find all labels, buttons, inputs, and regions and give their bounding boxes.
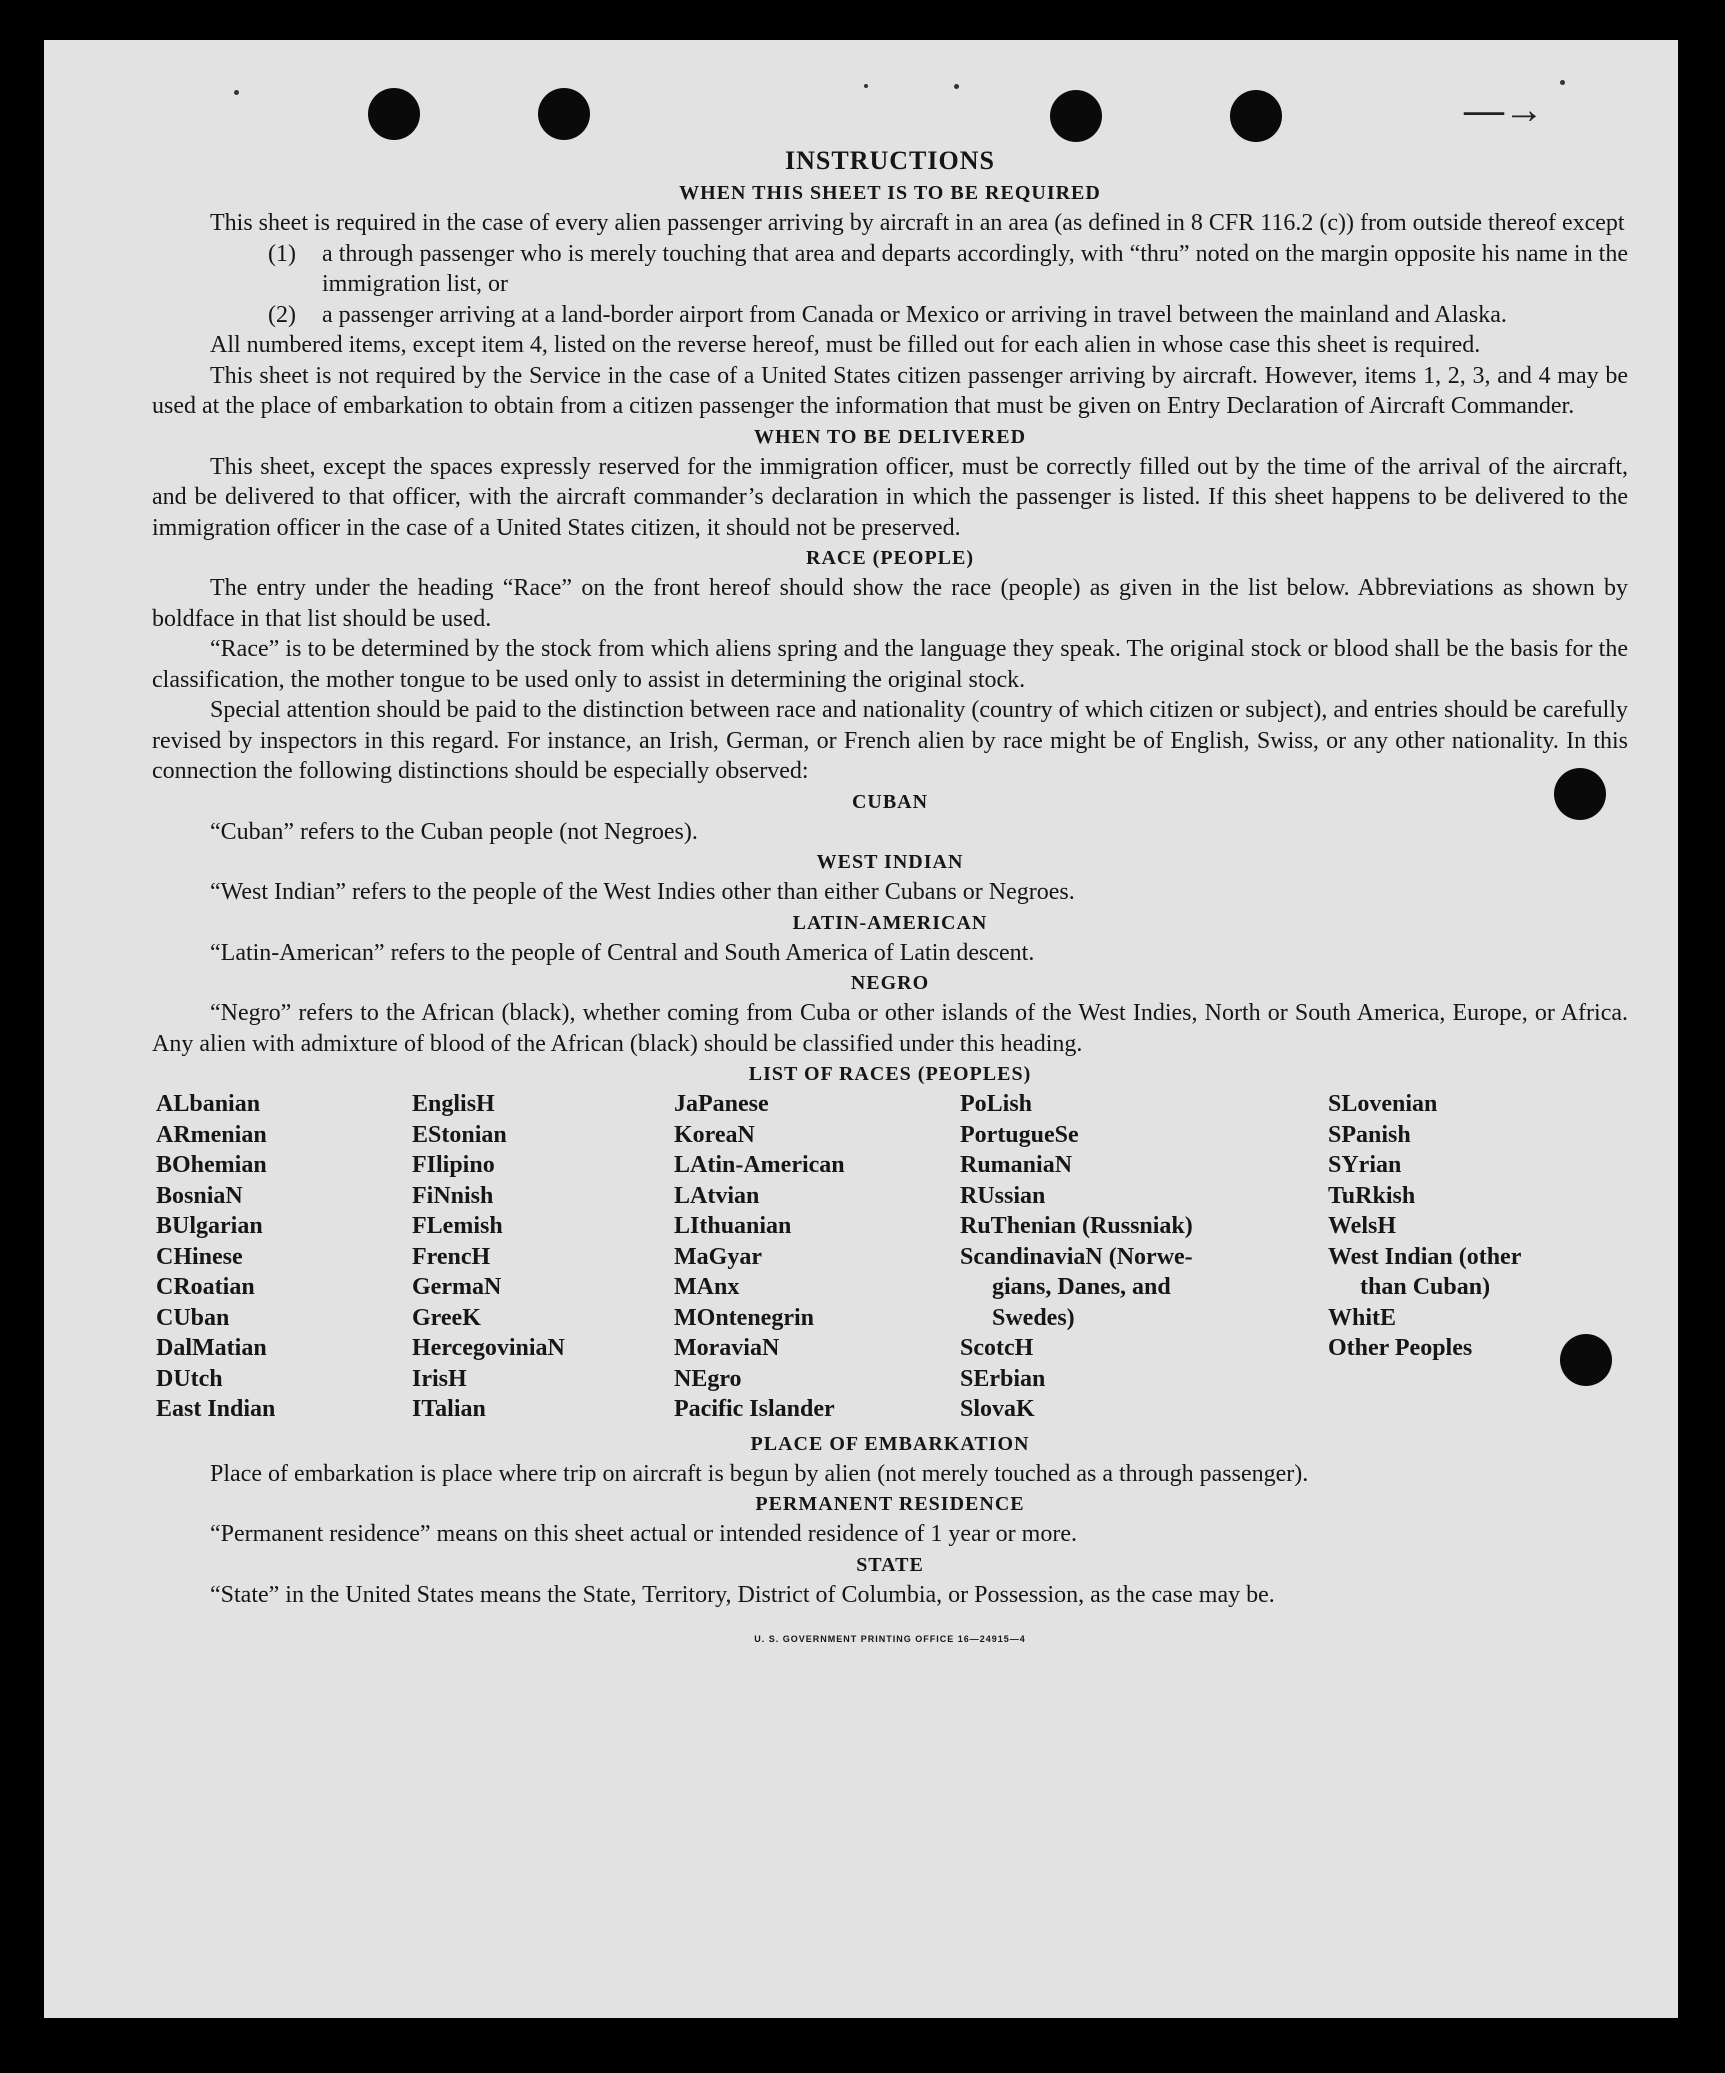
race-entry: PortugueSe xyxy=(960,1121,1079,1148)
race-entry: RUssian xyxy=(960,1182,1046,1209)
item-text: a through passenger who is merely touching that area and departs accordingly, with “thru” noted on the margin opposite his name in the immigration list, or xyxy=(322,240,1628,297)
race-entry: WelsH xyxy=(1328,1213,1397,1239)
race-entry: MOntenegrin xyxy=(674,1304,814,1331)
handwritten-mark: —→ xyxy=(1464,87,1544,132)
speck xyxy=(864,84,868,88)
race-entry: NEgro xyxy=(674,1365,742,1392)
race-entry: LIthuanian xyxy=(674,1213,792,1239)
paragraph: Special attention should be paid to the distinction between race and nationality (country of which citizen or subject), and entries should be carefully revised by inspectors in this regard. For instance, an Irish, German, or French alien by race might be of English, Swiss, or any other nationality. In this connection the following distinctions should be especially observed: xyxy=(152,697,1628,784)
race-entry: HercegoviniaN xyxy=(412,1335,565,1361)
race-column xyxy=(412,1089,674,1425)
item-text: a passenger arriving at a land-border airport from Canada or Mexico or arriving in travel between the mainland and Alaska. xyxy=(322,301,1507,328)
instructions-text xyxy=(152,144,1628,1655)
race-entry: WhitE xyxy=(1328,1304,1397,1331)
paragraph: This sheet is not required by the Service in the case of a United States citizen passenger arriving by aircraft. However, items 1, 2, 3, and 4 may be used at the place of embarkation to obtain from a citizen passenger the information that must be given on Entry Declaration of Aircraft Commander. xyxy=(152,362,1628,419)
race-entry: LAtin-American xyxy=(674,1152,845,1178)
printer-imprint: U. S. GOVERNMENT PRINTING OFFICE 16—24915—4 xyxy=(754,1634,1026,1644)
paragraph: “State” in the United States means the State, Territory, District of Columbia, or Possession, as the case may be. xyxy=(210,1581,1275,1608)
punch-hole xyxy=(368,88,420,140)
section-heading: PERMANENT RESIDENCE xyxy=(755,1493,1025,1515)
race-entry: SYrian xyxy=(1328,1152,1402,1178)
race-entry: JaPanese xyxy=(674,1091,769,1117)
race-entry: Swedes) xyxy=(992,1304,1075,1331)
paragraph: Place of embarkation is place where trip on aircraft is begun by alien (not merely touched as a through passenger). xyxy=(210,1460,1309,1487)
paragraph: “Permanent residence” means on this sheet actual or intended residence of 1 year or more. xyxy=(210,1521,1077,1547)
race-entry: SErbian xyxy=(960,1365,1046,1392)
section-heading: WEST INDIAN xyxy=(816,851,964,873)
race-list xyxy=(152,1089,1628,1425)
race-column xyxy=(1328,1089,1588,1425)
section-heading: NEGRO xyxy=(850,972,930,994)
paragraph: This sheet is required in the case of every alien passenger arriving by aircraft in an area (as defined in 8 CFR 116.2 (c)) from outside thereof except xyxy=(210,210,1625,236)
list-item xyxy=(152,239,1628,300)
document-page xyxy=(44,40,1678,2018)
race-entry: CUban xyxy=(156,1304,230,1331)
item-number: (2) xyxy=(268,301,296,328)
race-entry: East Indian xyxy=(156,1396,276,1422)
race-entry: FrencH xyxy=(412,1243,491,1270)
race-entry: FIlipino xyxy=(412,1152,495,1178)
section-heading: CUBAN xyxy=(851,790,929,813)
section-heading: RACE (PEOPLE) xyxy=(806,547,974,569)
speck xyxy=(954,84,959,89)
race-entry: Pacific Islander xyxy=(674,1396,835,1422)
race-entry: LAtvian xyxy=(674,1182,760,1209)
race-entry: ScotcH xyxy=(960,1335,1034,1361)
race-entry: SLovenian xyxy=(1328,1091,1438,1117)
race-entry: SlovaK xyxy=(960,1396,1035,1422)
race-entry: KoreaN xyxy=(674,1121,755,1148)
race-entry: CRoatian xyxy=(156,1274,255,1300)
race-entry: GermaN xyxy=(412,1274,502,1300)
race-column xyxy=(960,1089,1328,1425)
race-entry: BOhemian xyxy=(156,1152,267,1178)
race-entry: TuRkish xyxy=(1328,1182,1416,1209)
race-entry: FiNnish xyxy=(412,1182,494,1209)
race-entry: EStonian xyxy=(412,1121,507,1148)
race-entry: West Indian (other xyxy=(1328,1243,1522,1270)
race-entry: MaGyar xyxy=(674,1243,762,1270)
race-entry: IrisH xyxy=(412,1365,467,1392)
race-entry: DUtch xyxy=(156,1365,223,1392)
section-heading: PLACE OF EMBARKATION xyxy=(750,1432,1030,1455)
section-heading: LATIN-AMERICAN xyxy=(792,911,988,934)
speck xyxy=(234,90,239,95)
list-item xyxy=(152,300,1628,331)
paragraph: The entry under the heading “Race” on the front hereof should show the race (people) as given in the list below. Abbreviations as shown by boldface in that list should be used. xyxy=(152,575,1628,632)
section-heading: WHEN TO BE DELIVERED xyxy=(753,425,1027,448)
paragraph: All numbered items, except item 4, listed on the reverse hereof, must be filled out for each alien in whose case this sheet is required. xyxy=(210,332,1481,358)
race-entry: ARmenian xyxy=(156,1121,267,1148)
race-entry: ScandinaviaN (Norwe- xyxy=(960,1243,1193,1270)
paragraph: “Negro” refers to the African (black), whether coming from Cuba or other islands of the West Indies, North or South America, Europe, or Africa. Any alien with admixture of blood of the African (black) should be classified under this heading. xyxy=(152,1000,1628,1057)
item-number: (1) xyxy=(268,240,296,267)
race-entry: gians, Danes, and xyxy=(992,1274,1171,1300)
section-heading: WHEN THIS SHEET IS TO BE REQUIRED xyxy=(679,182,1101,204)
paragraph: “Race” is to be determined by the stock from which aliens spring and the language they speak. The original stock or blood shall be the basis for the classification, the mother tongue to be used only to assist in determining the original stock. xyxy=(152,636,1628,693)
race-entry: DalMatian xyxy=(156,1335,267,1361)
punch-hole xyxy=(1050,90,1102,142)
race-entry: GreeK xyxy=(412,1304,481,1331)
race-column xyxy=(674,1089,960,1425)
page-title: INSTRUCTIONS xyxy=(785,146,995,175)
race-entry: ALbanian xyxy=(156,1091,261,1117)
race-entry: MoraviaN xyxy=(674,1335,780,1361)
race-entry: BosniaN xyxy=(156,1182,243,1209)
speck xyxy=(1560,80,1565,85)
paragraph: “Cuban” refers to the Cuban people (not Negroes). xyxy=(210,818,698,845)
section-heading: LIST OF RACES (PEOPLES) xyxy=(748,1063,1032,1085)
race-entry: ITalian xyxy=(412,1396,486,1422)
race-entry: RuThenian (Russniak) xyxy=(960,1213,1193,1239)
race-entry: PoLish xyxy=(960,1091,1033,1117)
race-entry: MAnx xyxy=(674,1274,740,1300)
race-column xyxy=(152,1089,412,1425)
race-entry: BUlgarian xyxy=(156,1213,263,1239)
race-entry: EnglisH xyxy=(412,1091,495,1117)
punch-hole xyxy=(1230,90,1282,142)
paragraph: This sheet, except the spaces expressly reserved for the immigration officer, must be correctly filled out by the time of the arrival of the aircraft, and be delivered to that officer, with the aircraft commander’s declaration in which the passenger is listed. If this sheet happens to be delivered to the immigration officer in the case of a United States citizen, it should not be preserved. xyxy=(152,453,1628,541)
race-entry: Other Peoples xyxy=(1328,1335,1473,1361)
punch-hole xyxy=(538,88,590,140)
paragraph: “Latin-American” refers to the people of Central and South America of Latin descent. xyxy=(210,939,1035,966)
race-entry: CHinese xyxy=(156,1243,243,1270)
paragraph: “West Indian” refers to the people of the West Indies other than either Cubans or Negroes. xyxy=(210,879,1075,905)
race-entry: RumaniaN xyxy=(960,1152,1073,1178)
race-entry: than Cuban) xyxy=(1360,1274,1491,1300)
race-entry: SPanish xyxy=(1328,1121,1411,1148)
race-entry: FLemish xyxy=(412,1213,503,1239)
section-heading: STATE xyxy=(856,1553,924,1576)
